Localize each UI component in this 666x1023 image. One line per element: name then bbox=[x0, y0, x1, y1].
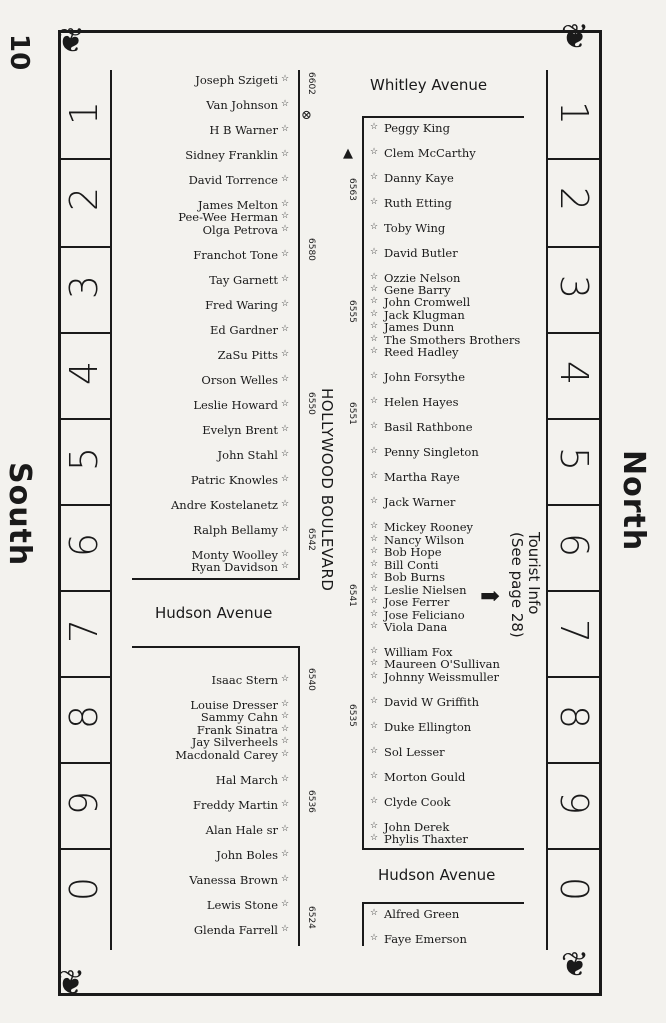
star-name-south: James Melton bbox=[198, 198, 278, 212]
north-sidewalk-line bbox=[362, 902, 364, 946]
block-divider-right bbox=[548, 590, 600, 592]
address-number-south: 6602 bbox=[306, 72, 316, 95]
star-icon: ☆ bbox=[281, 374, 290, 384]
tourist-info-page: (See page 28) bbox=[508, 532, 526, 638]
address-number-south: 6542 bbox=[306, 528, 316, 551]
star-icon: ☆ bbox=[370, 546, 379, 556]
star-icon: ☆ bbox=[281, 561, 290, 571]
star-name-south: Glenda Farrell bbox=[193, 923, 278, 937]
block-number-right: 3 bbox=[552, 274, 596, 300]
star-name-south: H B Warner bbox=[209, 123, 278, 137]
block-number-left: 7 bbox=[62, 618, 106, 644]
address-number-south: 6540 bbox=[306, 668, 316, 691]
ornate-corner-icon: ❦ bbox=[56, 21, 86, 61]
block-number-right: 1 bbox=[552, 100, 596, 126]
star-name-north: Ruth Etting bbox=[384, 196, 452, 210]
block-number-left: 5 bbox=[62, 446, 106, 472]
star-icon: ☆ bbox=[370, 646, 379, 656]
star-name-south: Joseph Szigeti bbox=[195, 73, 278, 87]
star-icon: ☆ bbox=[370, 721, 379, 731]
star-name-south: Lewis Stone bbox=[206, 898, 278, 912]
address-number-north: 6535 bbox=[347, 704, 357, 727]
star-icon: ☆ bbox=[370, 796, 379, 806]
star-name-north: Peggy King bbox=[384, 121, 450, 135]
block-divider-left bbox=[60, 158, 110, 160]
star-icon: ☆ bbox=[281, 524, 290, 534]
block-number-left: 0 bbox=[62, 876, 106, 902]
star-name-north: Leslie Nielsen bbox=[384, 583, 467, 597]
block-divider-right bbox=[548, 848, 600, 850]
star-icon: ☆ bbox=[281, 149, 290, 159]
star-icon: ☆ bbox=[370, 496, 379, 506]
star-name-north: Helen Hayes bbox=[384, 395, 459, 409]
star-name-south: Ed Gardner bbox=[209, 323, 278, 337]
compass-north-label: North bbox=[616, 450, 651, 552]
block-divider-left bbox=[60, 332, 110, 334]
star-name-north: James Dunn bbox=[384, 320, 455, 334]
star-name-north: Jack Klugman bbox=[384, 308, 465, 322]
star-icon: ☆ bbox=[370, 247, 379, 257]
star-name-south: Franchot Tone bbox=[193, 248, 278, 262]
address-number-south: 6524 bbox=[306, 906, 316, 929]
star-name-north: Reed Hadley bbox=[384, 345, 459, 359]
star-icon: ☆ bbox=[370, 172, 379, 182]
block-divider-left bbox=[60, 590, 110, 592]
star-icon: ☆ bbox=[370, 696, 379, 706]
star-name-north: Danny Kaye bbox=[384, 171, 454, 185]
star-name-north: Mickey Rooney bbox=[384, 520, 474, 534]
star-name-south: Freddy Martin bbox=[193, 798, 278, 812]
block-number-right: 2 bbox=[552, 186, 596, 212]
star-icon: ☆ bbox=[370, 534, 379, 544]
star-icon: ☆ bbox=[370, 771, 379, 781]
star-name-north: Gene Barry bbox=[384, 283, 451, 297]
star-icon: ☆ bbox=[370, 521, 379, 531]
star-icon: ☆ bbox=[370, 833, 379, 843]
star-icon: ☆ bbox=[281, 824, 290, 834]
street-hudson-avenue-south: Hudson Avenue bbox=[155, 604, 273, 622]
star-name-south: Monty Woolley bbox=[191, 548, 278, 562]
block-number-right: 7 bbox=[552, 618, 596, 644]
star-name-south: John Boles bbox=[216, 848, 278, 862]
right-strip-line bbox=[546, 70, 548, 950]
ornate-corner-icon: ❦ bbox=[560, 945, 590, 985]
star-name-south: Pee-Wee Herman bbox=[178, 210, 278, 224]
star-name-north: Jack Warner bbox=[384, 495, 456, 509]
star-name-north: John Cromwell bbox=[384, 295, 471, 309]
star-name-north: Basil Rathbone bbox=[384, 420, 473, 434]
block-number-right: 5 bbox=[552, 446, 596, 472]
block-divider-right bbox=[548, 418, 600, 420]
star-name-north: Clem McCarthy bbox=[384, 146, 476, 160]
star-icon: ☆ bbox=[281, 74, 290, 84]
star-icon: ☆ bbox=[370, 821, 379, 831]
star-name-north: John Forsythe bbox=[384, 370, 466, 384]
block-divider-left bbox=[60, 418, 110, 420]
ornate-corner-icon: ❦ bbox=[56, 963, 86, 1003]
block-number-right: 4 bbox=[552, 360, 596, 386]
star-icon: ☆ bbox=[370, 346, 379, 356]
star-name-north: David W Griffith bbox=[384, 695, 479, 709]
block-number-left: 4 bbox=[62, 360, 106, 386]
star-name-north: Bill Conti bbox=[384, 558, 439, 572]
star-icon: ☆ bbox=[281, 549, 290, 559]
star-icon: ☆ bbox=[370, 421, 379, 431]
block-number-right: 9 bbox=[552, 790, 596, 816]
star-icon: ☆ bbox=[370, 584, 379, 594]
star-icon: ☆ bbox=[281, 699, 290, 709]
star-icon: ☆ bbox=[281, 711, 290, 721]
star-icon: ☆ bbox=[281, 211, 290, 221]
star-icon: ☆ bbox=[370, 284, 379, 294]
star-icon: ☆ bbox=[370, 197, 379, 207]
star-name-south: Patric Knowles bbox=[190, 473, 278, 487]
star-name-north: Bob Hope bbox=[384, 545, 442, 559]
star-icon: ☆ bbox=[281, 499, 290, 509]
south-sidewalk-line bbox=[298, 70, 300, 580]
block-number-left: 8 bbox=[62, 704, 106, 730]
star-icon: ☆ bbox=[370, 222, 379, 232]
star-icon: ☆ bbox=[281, 324, 290, 334]
star-icon: ☆ bbox=[370, 334, 379, 344]
star-icon: ☆ bbox=[370, 658, 379, 668]
star-icon: ☆ bbox=[370, 446, 379, 456]
star-name-south: Frank Sinatra bbox=[196, 723, 278, 737]
block-number-right: 8 bbox=[552, 704, 596, 730]
star-icon: ☆ bbox=[370, 559, 379, 569]
block-number-left: 6 bbox=[62, 532, 106, 558]
star-name-north: Ozzie Nelson bbox=[384, 271, 461, 285]
star-name-north: Viola Dana bbox=[384, 620, 448, 634]
star-name-south: Ralph Bellamy bbox=[193, 523, 278, 537]
block-number-right: 6 bbox=[552, 532, 596, 558]
address-number-south: 6536 bbox=[306, 790, 316, 813]
star-name-north: Alfred Green bbox=[384, 907, 460, 921]
star-icon: ☆ bbox=[281, 224, 290, 234]
star-name-north: Nancy Wilson bbox=[384, 533, 465, 547]
star-name-north: Jose Ferrer bbox=[384, 595, 450, 609]
star-icon: ☆ bbox=[281, 449, 290, 459]
star-name-south: Isaac Stern bbox=[211, 673, 278, 687]
triangle-marker-icon: ▲ bbox=[343, 146, 353, 161]
star-icon: ☆ bbox=[281, 99, 290, 109]
star-icon: ☆ bbox=[281, 674, 290, 684]
star-name-north: Bob Burns bbox=[384, 570, 446, 584]
star-name-south: Hal March bbox=[215, 773, 278, 787]
star-name-south: Ryan Davidson bbox=[191, 560, 278, 574]
star-icon: ☆ bbox=[370, 671, 379, 681]
star-name-south: Vanessa Brown bbox=[189, 873, 278, 887]
north-corner-line bbox=[362, 116, 524, 118]
block-divider-right bbox=[548, 504, 600, 506]
star-icon: ☆ bbox=[281, 124, 290, 134]
star-icon: ☆ bbox=[370, 272, 379, 282]
block-divider-right bbox=[548, 158, 600, 160]
star-name-south: Sammy Cahn bbox=[200, 710, 278, 724]
star-name-south: Sidney Franklin bbox=[185, 148, 278, 162]
star-icon: ☆ bbox=[281, 899, 290, 909]
star-name-south: Alan Hale sr bbox=[205, 823, 278, 837]
star-icon: ☆ bbox=[370, 371, 379, 381]
block-number-right: 0 bbox=[552, 876, 596, 902]
star-name-south: ZaSu Pitts bbox=[217, 348, 278, 362]
star-name-south: Louise Dresser bbox=[190, 698, 278, 712]
star-icon: ☆ bbox=[370, 147, 379, 157]
south-corner-line bbox=[132, 646, 300, 648]
star-icon: ☆ bbox=[370, 296, 379, 306]
star-name-north: John Derek bbox=[384, 820, 450, 834]
block-divider-left bbox=[60, 246, 110, 248]
star-name-north: Jose Feliciano bbox=[384, 608, 465, 622]
block-number-left: 9 bbox=[62, 790, 106, 816]
star-name-south: Van Johnson bbox=[206, 98, 278, 112]
star-icon: ☆ bbox=[370, 309, 379, 319]
star-icon: ☆ bbox=[370, 621, 379, 631]
star-icon: ☆ bbox=[370, 471, 379, 481]
star-icon: ☆ bbox=[281, 274, 290, 284]
star-icon: ☆ bbox=[281, 849, 290, 859]
star-icon: ☆ bbox=[281, 474, 290, 484]
star-name-south: Jay Silverheels bbox=[191, 735, 278, 749]
star-name-north: Maureen O'Sullivan bbox=[384, 657, 500, 671]
star-icon: ☆ bbox=[281, 299, 290, 309]
star-name-north: Clyde Cook bbox=[384, 795, 451, 809]
star-icon: ☆ bbox=[281, 174, 290, 184]
star-name-south: Evelyn Brent bbox=[202, 423, 278, 437]
street-whitley-avenue: Whitley Avenue bbox=[370, 76, 488, 94]
star-name-south: Macdonald Carey bbox=[175, 748, 278, 762]
address-number-south: 6580 bbox=[306, 238, 316, 261]
star-name-south: Leslie Howard bbox=[193, 398, 278, 412]
star-icon: ☆ bbox=[281, 349, 290, 359]
north-corner-line bbox=[362, 848, 524, 850]
block-divider-left bbox=[60, 848, 110, 850]
star-icon: ☆ bbox=[281, 249, 290, 259]
star-name-south: Andre Kostelanetz bbox=[171, 498, 278, 512]
star-icon: ☆ bbox=[281, 799, 290, 809]
star-name-north: Phylis Thaxter bbox=[384, 832, 468, 846]
star-name-north: William Fox bbox=[384, 645, 453, 659]
address-number-north: 6541 bbox=[347, 584, 357, 607]
compass-south-label: South bbox=[2, 462, 37, 567]
south-sidewalk-line bbox=[298, 646, 300, 946]
address-number-north: 6563 bbox=[347, 178, 357, 201]
block-divider-right bbox=[548, 332, 600, 334]
star-icon: ☆ bbox=[370, 933, 379, 943]
star-icon: ☆ bbox=[370, 596, 379, 606]
star-icon: ☆ bbox=[281, 924, 290, 934]
star-name-north: Penny Singleton bbox=[384, 445, 479, 459]
page-number: 10 bbox=[4, 34, 34, 71]
block-number-left: 3 bbox=[62, 274, 106, 300]
star-name-north: David Butler bbox=[384, 246, 458, 260]
star-name-north: Sol Lesser bbox=[384, 745, 445, 759]
star-name-south: Fred Waring bbox=[205, 298, 278, 312]
star-name-south: Tay Garnett bbox=[209, 273, 278, 287]
star-icon: ☆ bbox=[281, 424, 290, 434]
star-icon: ☆ bbox=[281, 874, 290, 884]
tourist-info-title: Tourist Info bbox=[525, 532, 543, 615]
star-name-north: The Smothers Brothers bbox=[384, 333, 521, 347]
south-corner-line bbox=[132, 578, 300, 580]
star-name-north: Duke Ellington bbox=[384, 720, 472, 734]
star-name-south: Orson Welles bbox=[201, 373, 278, 387]
ornate-corner-icon: ❦ bbox=[560, 17, 590, 57]
star-name-north: Martha Raye bbox=[384, 470, 460, 484]
star-icon: ☆ bbox=[370, 571, 379, 581]
star-name-north: Faye Emerson bbox=[384, 932, 467, 946]
block-divider-left bbox=[60, 676, 110, 678]
north-corner-line bbox=[362, 902, 524, 904]
star-name-south: David Torrence bbox=[188, 173, 278, 187]
star-icon: ☆ bbox=[281, 736, 290, 746]
right-arrow-icon: ➡ bbox=[480, 582, 501, 610]
block-number-left: 2 bbox=[62, 186, 106, 212]
star-name-south: Olga Petrova bbox=[202, 223, 278, 237]
star-name-north: Morton Gould bbox=[384, 770, 466, 784]
star-icon: ☆ bbox=[370, 122, 379, 132]
address-number-north: 6551 bbox=[347, 402, 357, 425]
star-icon: ☆ bbox=[370, 609, 379, 619]
block-divider-left bbox=[60, 762, 110, 764]
block-divider-right bbox=[548, 246, 600, 248]
star-icon: ☆ bbox=[370, 908, 379, 918]
block-divider-right bbox=[548, 762, 600, 764]
address-number-south: 6550 bbox=[306, 392, 316, 415]
star-name-north: Toby Wing bbox=[384, 221, 446, 235]
left-strip-line bbox=[110, 70, 112, 950]
star-icon: ☆ bbox=[370, 746, 379, 756]
star-icon: ☆ bbox=[370, 396, 379, 406]
block-divider-right bbox=[548, 676, 600, 678]
address-number-north: 6555 bbox=[347, 300, 357, 323]
star-icon: ☆ bbox=[370, 321, 379, 331]
star-name-north: Johnny Weissmuller bbox=[384, 670, 500, 684]
circled-x-icon: ⊗ bbox=[301, 108, 312, 123]
star-icon: ☆ bbox=[281, 774, 290, 784]
tourist-info-label bbox=[508, 532, 542, 638]
star-name-south: John Stahl bbox=[217, 448, 278, 462]
street-hudson-avenue-north: Hudson Avenue bbox=[378, 866, 496, 884]
north-sidewalk-line bbox=[362, 116, 364, 850]
block-divider-left bbox=[60, 504, 110, 506]
star-icon: ☆ bbox=[281, 199, 290, 209]
star-icon: ☆ bbox=[281, 749, 290, 759]
block-number-left: 1 bbox=[62, 100, 106, 126]
star-icon: ☆ bbox=[281, 724, 290, 734]
star-icon: ☆ bbox=[281, 399, 290, 409]
street-hollywood-boulevard: HOLLYWOOD BOULEVARD bbox=[318, 388, 336, 592]
